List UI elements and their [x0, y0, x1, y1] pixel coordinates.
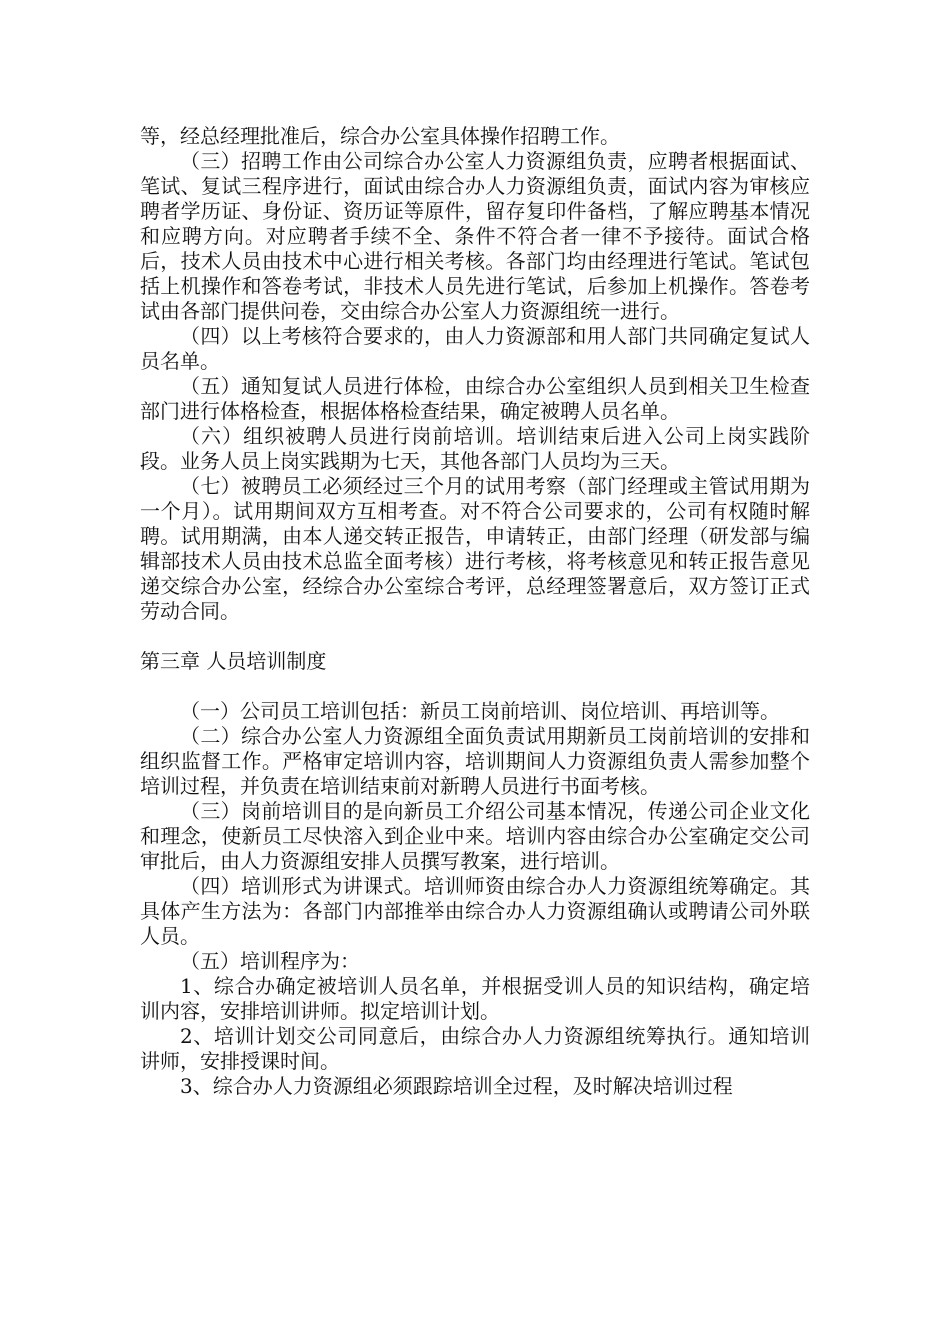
paragraph-recruit-3: （三）招聘工作由公司综合办公室人力资源组负责，应聘者根据面试、笔试、复试三程序进行，面试由综合办人力资源组负责，面试内容为审核应聘者学历证、身份证、资历证等原件，留存复印件备档，了解应聘基本情况和应聘方向。对应聘者手续不全、条件不符合者一律不予接待。面试合格后，技术人员由技术中心进行相关考核。各部门均由经理进行笔试。笔试包括上机操作和答卷考试，非技术人员先进行笔试，后参加上机操作。答卷考试由各部门提供问卷，交由综合办公室人力资源组统一进行。 [140, 149, 810, 323]
paragraph-training-2: （二）综合办公室人力资源组全面负责试用期新员工岗前培训的安排和组织监督工作。严格审定培训内容，培训期间人力资源组负责人需参加整个培训过程，并负责在培训结束前对新聘人员进行书面考核。 [140, 724, 810, 798]
paragraph-recruit-4: （四）以上考核符合要求的，由人力资源部和用人部门共同确定复试人员名单。 [140, 324, 810, 373]
chapter-title: 第三章 人员培训制度 [140, 649, 327, 673]
paragraph-recruit-5: （五）通知复试人员进行体检，由综合办公室组织人员到相关卫生检查部门进行体格检查，根据体格检查结果，确定被聘人员名单。 [140, 374, 810, 423]
paragraph-training-3: （三）岗前培训目的是向新员工介绍公司基本情况，传递公司企业文化和理念，使新员工尽快溶入到企业中来。培训内容由综合办公室确定交公司审批后，由人力资源组安排人员撰写教案，进行培训。 [140, 799, 810, 873]
paragraph-procedure-1: 1、综合办确定被培训人员名单，并根据受训人员的知识结构，确定培训内容，安排培训讲师。拟定培训计划。 [140, 974, 810, 1023]
paragraph-recruit-7: （七）被聘员工必须经过三个月的试用考察（部门经理或主管试用期为一个月）。试用期间双方互相考查。对不符合公司要求的，公司有权随时解聘。试用期满，由本人递交转正报告，申请转正，由部门经理（研发部与编辑部技术人员由技术总监全面考核）进行考核，将考核意见和转正报告意见递交综合办公室，经综合办公室综合考评，总经理签署意后，双方签订正式劳动合同。 [140, 474, 810, 623]
document-page [140, 124, 810, 1099]
paragraph-continuation: 等，经总经理批准后，综合办公室具体操作招聘工作。 [140, 124, 620, 148]
paragraph-recruit-6: （六）组织被聘人员进行岗前培训。培训结束后进入公司上岗实践阶段。业务人员上岗实践期为七天，其他各部门人员均为三天。 [140, 424, 810, 473]
paragraph-procedure-3: 3、综合办人力资源组必须跟踪培训全过程，及时解决培训过程 [180, 1074, 733, 1098]
paragraph-training-1: （一）公司员工培训包括：新员工岗前培训、岗位培训、再培训等。 [180, 699, 780, 723]
paragraph-training-4: （四）培训形式为讲课式。培训师资由综合办人力资源组统筹确定。其具体产生方法为：各部门内部推举由综合办人力资源组确认或聘请公司外联人员。 [140, 874, 810, 948]
paragraph-procedure-2: 2、培训计划交公司同意后，由综合办人力资源组统筹执行。通知培训讲师，安排授课时间。 [140, 1024, 810, 1073]
paragraph-training-5: （五）培训程序为： [180, 949, 360, 973]
